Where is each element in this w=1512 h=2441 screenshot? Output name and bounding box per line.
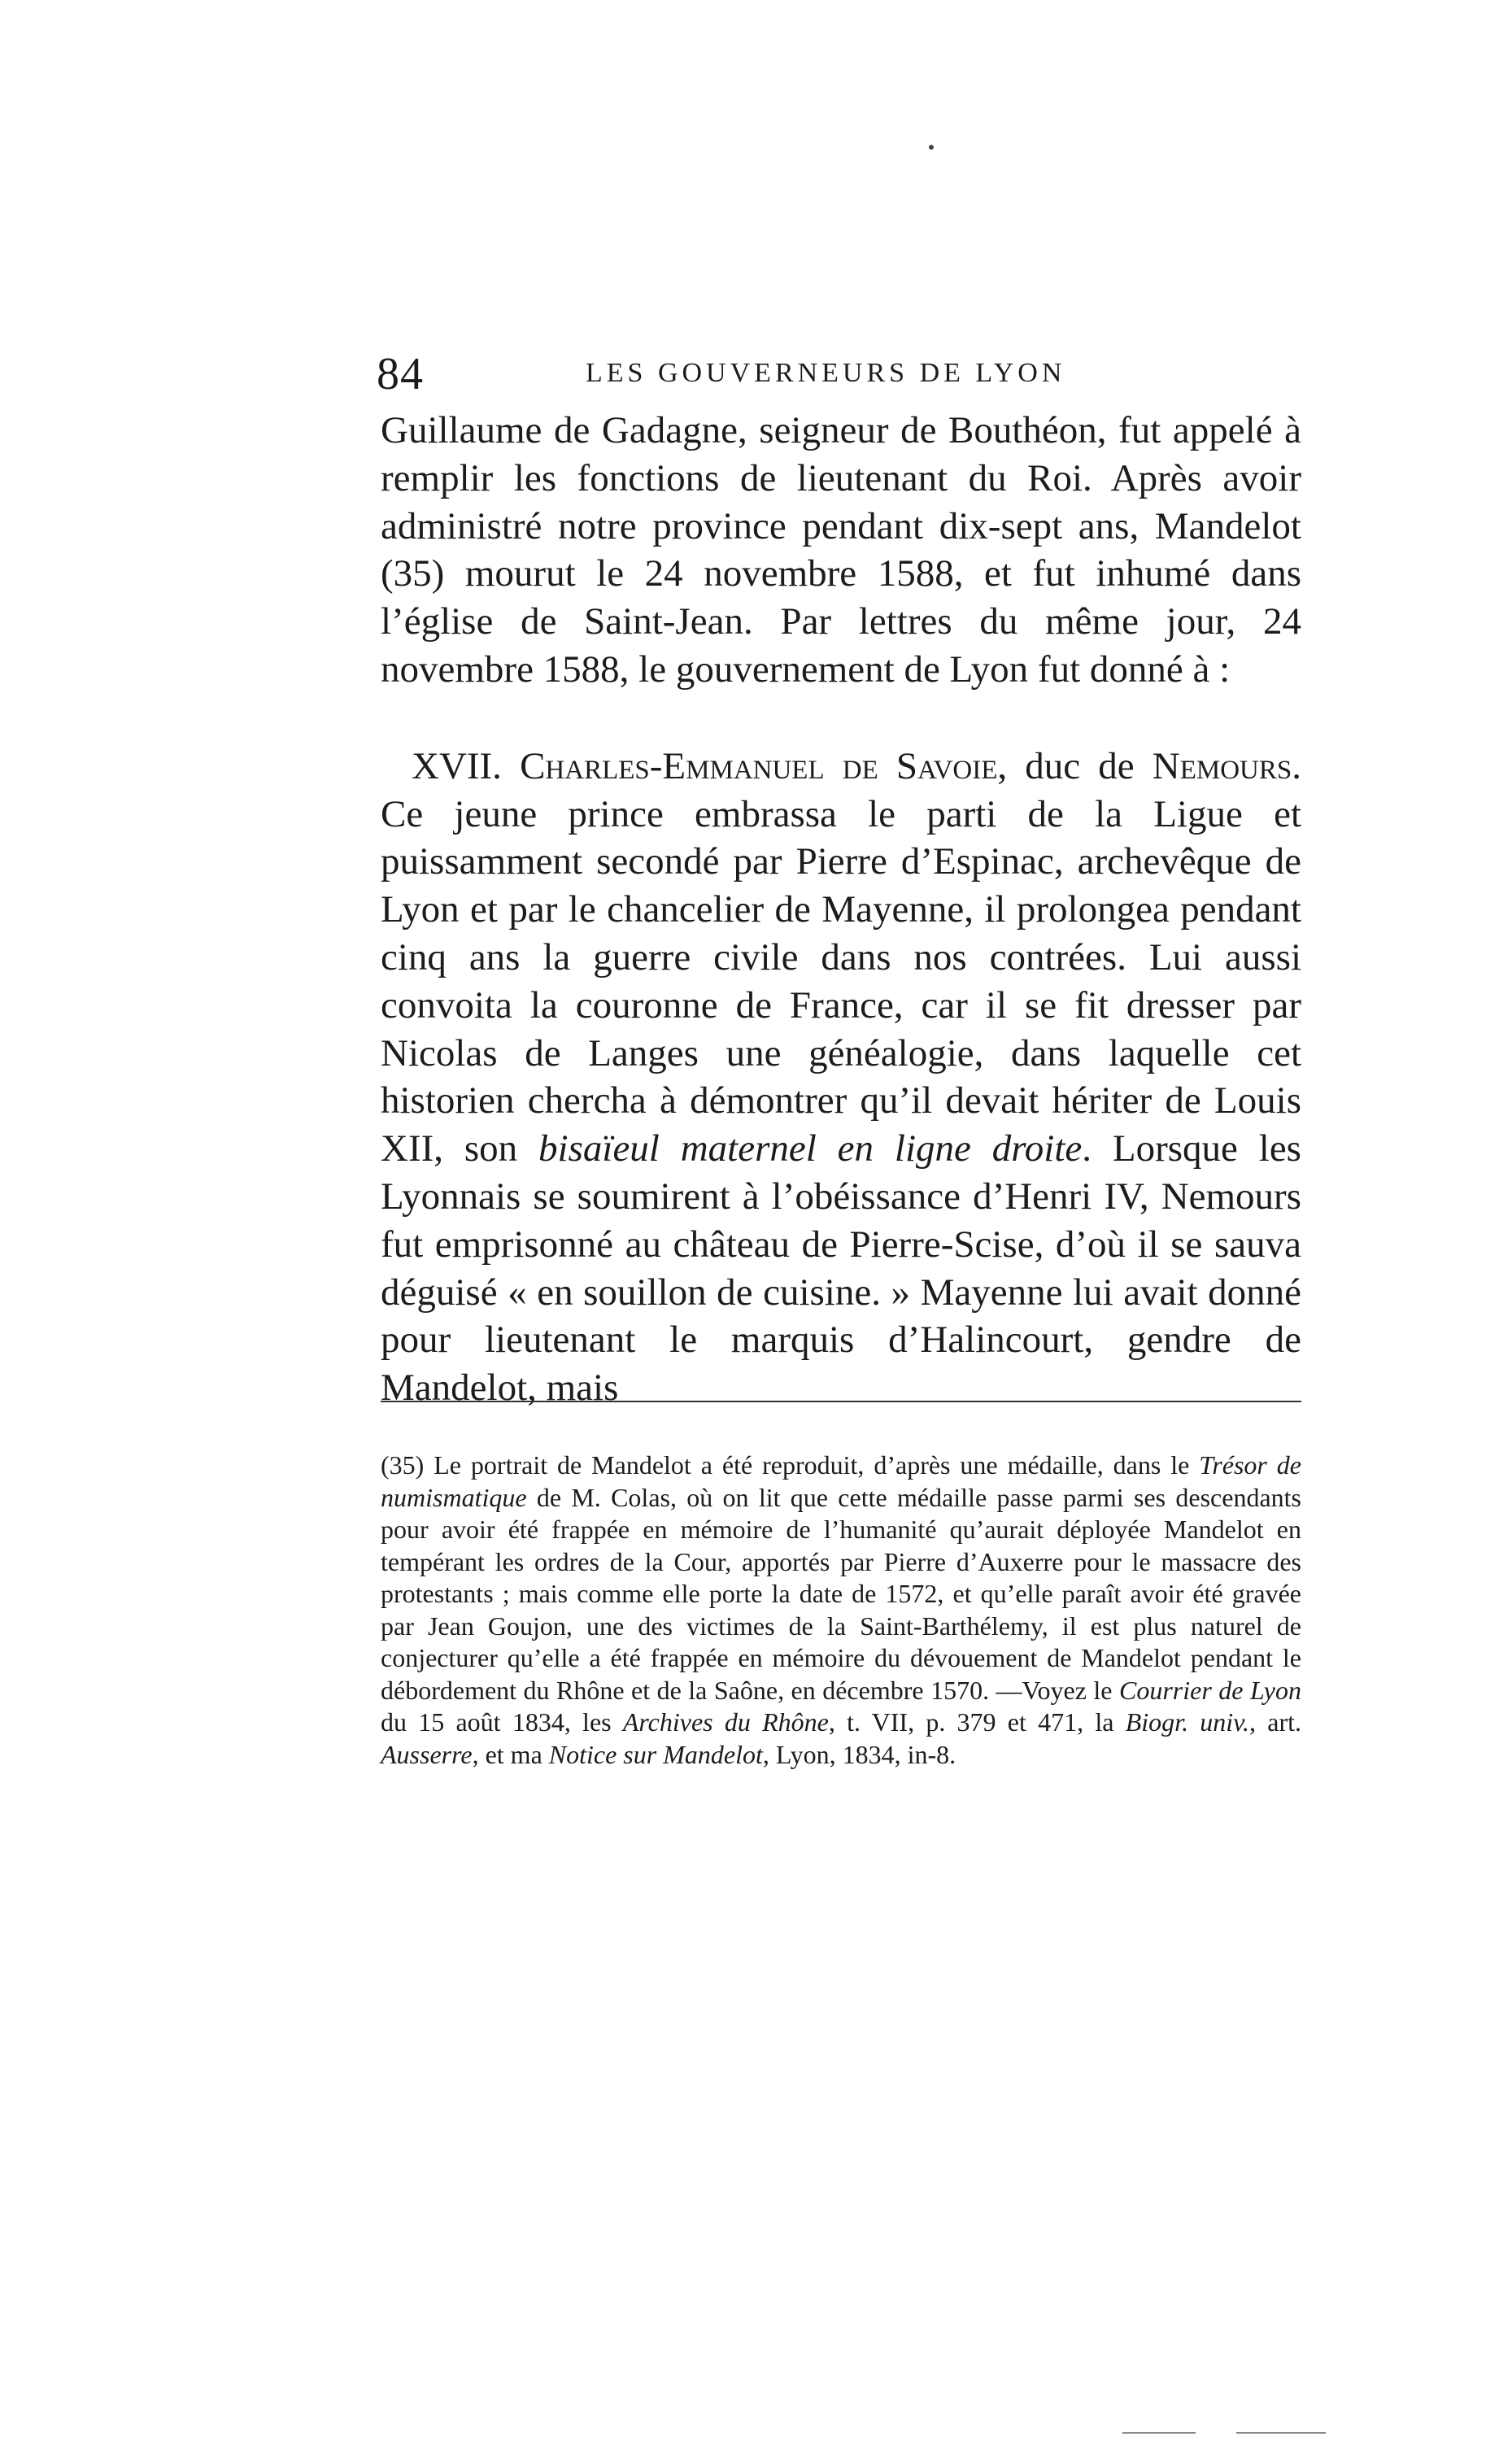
paragraph-1: Guillaume de Gadagne, seigneur de Bouthéon, fut appelé à remplir les fonctions de lieutenant du Roi. Après avoir administré notre province pendant dix-sept ans, Mandelot (35) mourut le 24 novembre 1588, et fut inhumé dans l’église de Saint-Jean. Par lettres du même jour, 24 novembre 1588, le gouvernement de Lyon fut donné à :	[381, 409, 1301, 691]
scan-mark	[1236, 2432, 1326, 2434]
footnote-text: , Lyon, 1834, in-8.	[762, 1739, 956, 1769]
main-text	[381, 407, 1301, 1412]
scan-speck	[929, 145, 934, 150]
paragraph-2-text-a: Ce jeune prince embrassa le parti de la Ligue et puissamment secondé par Pierre d’Espinac, archevêque de Lyon et par le chancelier de Mayenne, il prolongea pendant cinq ans la guerre civile dans nos contrées. Lui aussi convoita la couronne de France, car il se fit dresser par Nicolas de Langes une généalogie, dans laquelle cet historien chercha à démontrer qu’il devait hériter de Louis XII, son	[381, 792, 1301, 1170]
footnote-text: , art.	[1249, 1707, 1302, 1737]
footnote-italic: Courrier de Lyon	[1119, 1675, 1302, 1705]
paragraph-2	[381, 743, 1301, 1412]
running-title: LES GOUVERNEURS DE LYON	[586, 358, 1066, 388]
paragraph-2-text-b: . Lorsque les Lyonnais se soumirent à l’obéissance d’Henri IV, Nemours fut emprisonné au château de Pierre-Scise, d’où il se sauva déguisé « en souillon de cuisine. » Mayenne lui avait donné pour lieutenant le marquis d’Halincourt, gendre de Mandelot, mais	[381, 1127, 1301, 1410]
paragraph-2-italic: bisaïeul maternel en ligne droite	[538, 1127, 1083, 1170]
footnote-italic: Ausserre	[381, 1739, 473, 1769]
page-number: 84	[377, 349, 424, 399]
footnote-text: de M. Colas, où on lit que cette médaille passe parmi ses descendants pour avoir été frappée en mémoire de l’humanité qu’aurait déployée Mandelot en tempérant les ordres de la Cour, apportés par Pierre d’Auxerre pour le massacre des protestants ; mais comme elle porte la date de 1572, et qu’elle paraît avoir été gravée par Jean Goujon, une des victimes de la Saint-Barthélemy, il est plus naturel de conjecturer qu’elle a été frappée en mémoire du dévouement de Mandelot pendant le débordement du Rhône et de la Saône, en décembre 1570. —Voyez le	[381, 1482, 1301, 1705]
footnote-rule	[381, 1401, 1301, 1402]
governor-place: Nemours	[1152, 744, 1292, 787]
footnote-text: , t. VII, p. 379 et 471, la	[828, 1707, 1126, 1737]
footnote-text: du 15 août 1834, les	[381, 1707, 623, 1737]
governor-place-end: .	[1292, 744, 1301, 787]
footnote-35	[381, 1449, 1301, 1771]
governor-number: XVII.	[412, 744, 502, 787]
governor-title-sep: , duc de	[997, 744, 1153, 787]
footnote-italic: Biogr. univ.	[1125, 1707, 1250, 1737]
governor-name: Charles-Emmanuel de Savoie	[520, 744, 998, 787]
footnote-italic: Archives du Rhône	[622, 1707, 829, 1737]
footnote-text: (35) Le portrait de Mandelot a été reproduit, d’après une médaille, dans le	[381, 1450, 1200, 1480]
footnote-text: , et ma	[472, 1739, 549, 1769]
footnote-italic: Trésor de numismatique	[381, 1450, 1302, 1512]
footnote-italic: Notice sur Mandelot	[548, 1739, 763, 1769]
scan-mark	[1122, 2432, 1196, 2434]
